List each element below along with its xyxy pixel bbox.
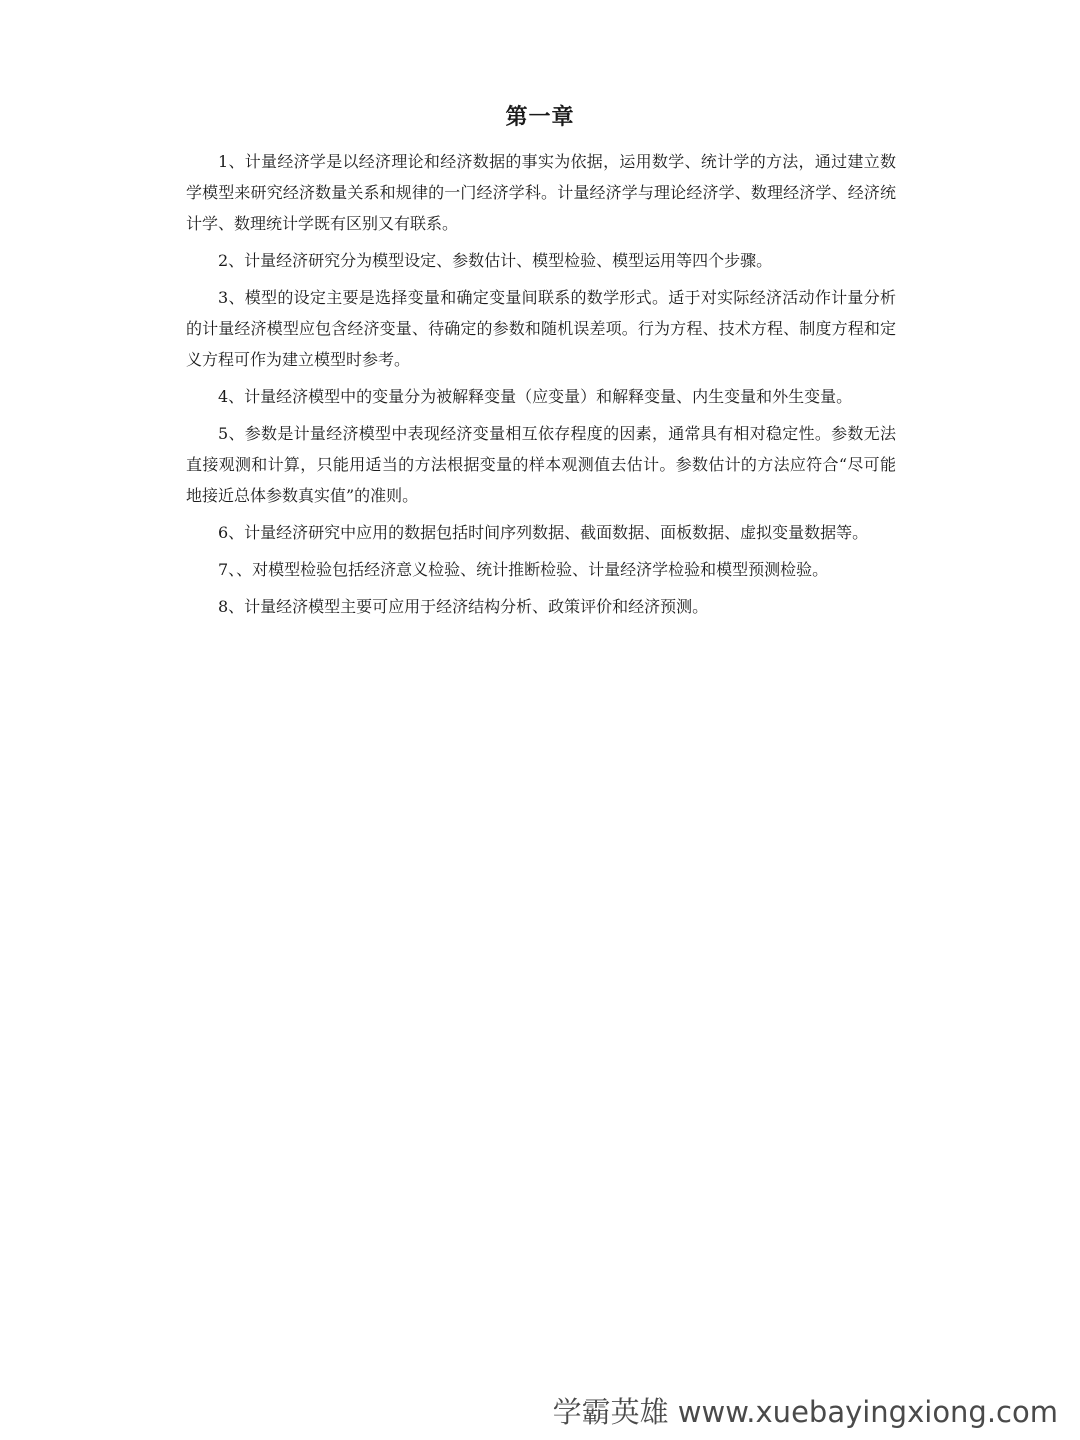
chapter-title: 第一章 [505, 105, 575, 130]
paragraph-3: 3、模型的设定主要是选择变量和确定变量间联系的数学形式。适于对实际经济活动作计量分析的计量经济模型应包含经济变量、待确定的参数和随机误差项。行为方程、技术方程、制度方程和定义方程可作为建立模型时参考。 [186, 288, 896, 369]
paragraph-7: 7、、对模型检验包括经济意义检验、统计推断检验、计量经济学检验和模型预测检验。 [218, 560, 829, 579]
paragraph-6: 6、计量经济研究中应用的数据包括时间序列数据、截面数据、面板数据、虚拟变量数据等。 [218, 523, 869, 542]
paragraph-1: 1、计量经济学是以经济理论和经济数据的事实为依据，运用数学、统计学的方法，通过建立数学模型来研究经济数量关系和规律的一门经济学科。计量经济学与理论经济学、数理经济学、经济统计学、数理统计学既有区别又有联系。 [186, 152, 896, 233]
site-watermark: 学霸英雄 www.xuebayingxiong.com [552, 1395, 1058, 1429]
paragraph-5: 5、参数是计量经济模型中表现经济变量相互依存程度的因素，通常具有相对稳定性。参数无法直接观测和计算，只能用适当的方法根据变量的样本观测值去估计。参数估计的方法应符合“尽可能地接近总体参数真实值”的准则。 [186, 424, 896, 505]
paragraph-8: 8、计量经济模型主要可应用于经济结构分析、政策评价和经济预测。 [218, 597, 709, 616]
paragraph-2: 2、计量经济研究分为模型设定、参数估计、模型检验、模型运用等四个步骤。 [218, 251, 773, 270]
paragraph-4: 4、计量经济模型中的变量分为被解释变量（应变量）和解释变量、内生变量和外生变量。 [218, 387, 853, 406]
chapter-body [186, 146, 896, 628]
